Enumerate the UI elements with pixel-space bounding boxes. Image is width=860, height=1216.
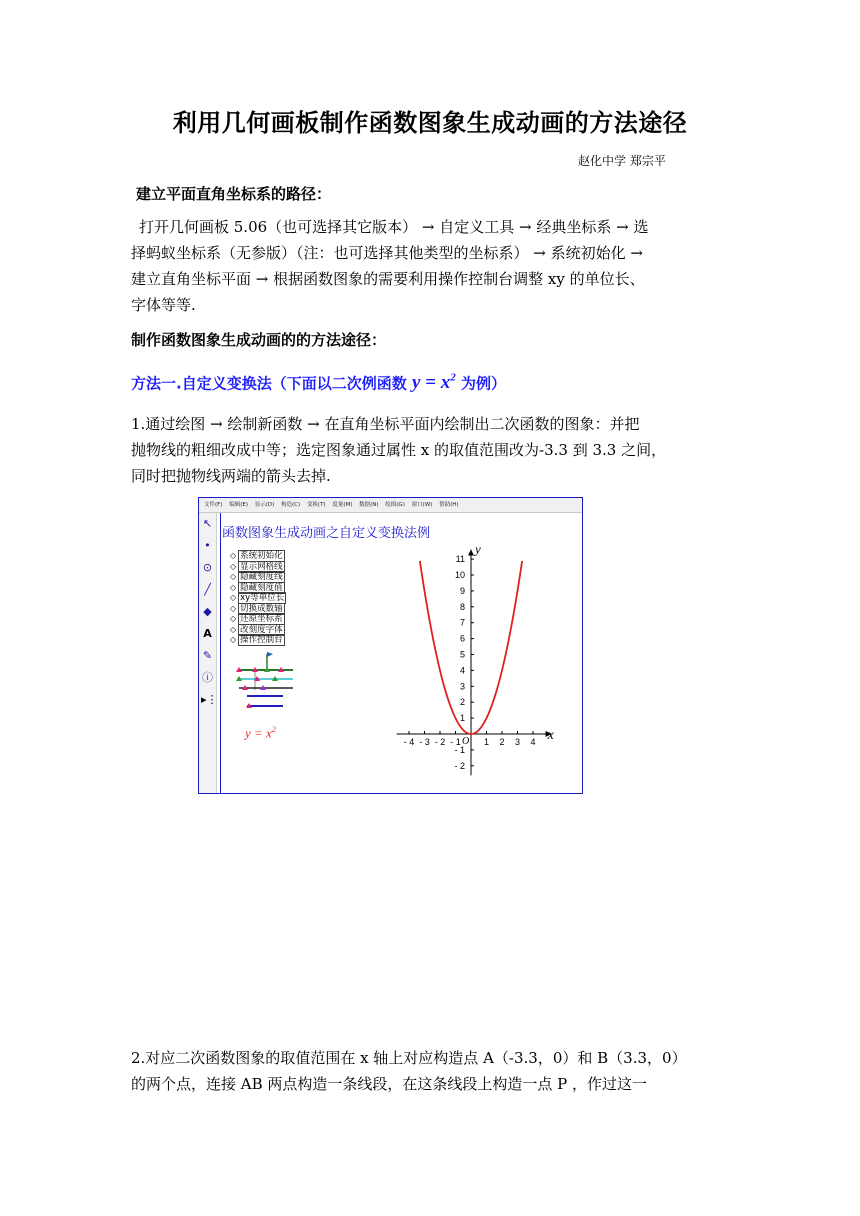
menu-edit[interactable]: 编辑(E) <box>229 502 248 508</box>
step2-line2: 的两个点，连接 AB 两点构造一条线段，在这条线段上构造一点 P ，作过这一 <box>131 1075 648 1093</box>
y-tick-label: 11 <box>455 554 465 565</box>
slider-control-widget[interactable] <box>235 648 297 720</box>
ctrl-button-number-line[interactable]: ◇ 切换成数轴 <box>230 603 283 614</box>
method-one-heading <box>131 372 506 394</box>
y-tick-label: - 1 <box>454 744 465 755</box>
step1-line2: 抛物线的粗细改成中等；选定图象通过属性 x 的取值范围改为-3.3 到 3.3 之间， <box>131 441 667 459</box>
ctrl-button-init[interactable]: ◇ 系统初始化 <box>230 551 283 561</box>
marker-tool-icon[interactable]: ✎ <box>202 649 213 662</box>
y-axis-label: y <box>475 541 481 557</box>
menu-display[interactable]: 显示(D) <box>254 502 275 508</box>
step1-line3: 同时把抛物线两端的箭头去掉. <box>131 467 331 485</box>
y-tick-label: 9 <box>459 585 465 596</box>
para1-line3: 建立直角坐标平面 → 根据函数图象的需要利用操作控制台调整 xy 的单位长、 <box>131 270 645 288</box>
y-tick-label: 8 <box>459 601 465 612</box>
menu-help[interactable]: 帮助(H) <box>439 502 459 508</box>
polygon-tool-icon[interactable]: ◆ <box>203 605 212 618</box>
x-tick-label: 4 <box>530 737 536 747</box>
paragraph-step1 <box>131 411 731 489</box>
origin-label: O <box>462 736 470 747</box>
y-tick-label: 6 <box>459 633 465 644</box>
paragraph-step2 <box>131 1045 731 1097</box>
y-tick-label: - 2 <box>454 760 465 771</box>
arrow-tool-icon[interactable]: ↖ <box>202 517 213 530</box>
author-line: 赵化中学 郑宗平 <box>578 154 666 168</box>
menu-number[interactable]: 数据(N) <box>359 502 379 508</box>
equation-label: $y = x^2$ <box>245 725 276 741</box>
method1-prefix: 方法一.自定义变换法（下面以二次例函数 <box>131 374 407 393</box>
step1-line1: 1.通过绘图 → 绘制新函数 → 在直角坐标平面内绘制出二次函数的图象：并把 <box>131 415 640 433</box>
x-tick-label: - 4 <box>403 737 415 747</box>
x-tick-label: 3 <box>514 737 521 747</box>
y-tick-label: 1 <box>459 713 465 724</box>
function-graph <box>389 538 569 783</box>
toolbar-divider <box>220 513 221 793</box>
para1-line4: 字体等等. <box>131 296 196 314</box>
ctrl-button-hide-ticks[interactable]: ◇ 隐藏刻度线 <box>230 572 283 582</box>
info-tool-icon[interactable]: ⓘ <box>202 671 213 684</box>
page-title: 利用几何画板制作函数图象生成动画的方法途径 <box>172 109 688 137</box>
ctrl-button-grid[interactable]: ◇ 显示网格线 <box>230 561 283 572</box>
control-button-list <box>230 551 286 646</box>
menu-transform[interactable]: 变换(T) <box>306 502 326 508</box>
custom-tool-icon[interactable]: ▸⋮ <box>201 693 218 706</box>
ctrl-button-restore[interactable]: ◇ 还原坐标系 <box>230 614 283 624</box>
ctrl-button-tick-font[interactable]: ◇ 改刻度字体 <box>230 624 283 635</box>
y-tick-label: 10 <box>454 570 465 580</box>
y-tick-label: 5 <box>459 649 465 660</box>
point-tool-icon[interactable]: • <box>204 539 211 552</box>
menu-file[interactable]: 文件(F) <box>204 502 223 508</box>
menu-graph[interactable]: 绘图(G) <box>385 502 405 508</box>
x-tick-label: - 1 <box>450 737 461 747</box>
sketchpad-menubar <box>199 498 582 513</box>
sketch-title: 函数图象生成动画之自定义变换法例 <box>222 526 431 541</box>
ctrl-button-console[interactable]: ◇ 操作控制台 <box>230 635 283 645</box>
menu-construct[interactable]: 构造(C) <box>281 502 301 508</box>
y-tick-label: 4 <box>459 665 465 676</box>
sketchpad-screenshot <box>198 497 583 794</box>
menu-measure[interactable]: 度量(M) <box>332 502 353 508</box>
heading-animation-methods: 制作函数图象生成动画的的方法途径： <box>131 331 387 349</box>
paragraph-coordinate-steps <box>131 214 731 318</box>
method1-suffix: 为例） <box>460 374 506 393</box>
y-axis-arrow <box>468 550 474 556</box>
x-tick-label: 2 <box>499 737 505 747</box>
method1-equation: $y = x^2$ <box>411 372 456 394</box>
menu-window[interactable]: 窗口(W) <box>411 502 433 508</box>
sketchpad-toolbar <box>199 513 217 793</box>
y-tick-label: 2 <box>459 697 465 708</box>
compass-tool-icon[interactable]: ⊙ <box>202 561 213 574</box>
x-tick-label: - 2 <box>434 737 446 747</box>
ctrl-button-hide-values[interactable]: ◇ 隐藏刻度值 <box>230 582 283 593</box>
x-axis-label: x <box>547 728 554 743</box>
text-tool-icon[interactable]: A <box>203 627 212 640</box>
x-tick-label: 1 <box>483 737 490 747</box>
y-tick-label: 7 <box>459 617 465 628</box>
ctrl-button-equal-units[interactable]: ◇ xy等单位长 <box>230 593 285 603</box>
x-tick-label: - 3 <box>419 737 430 747</box>
para1-line1: 打开几何画板 5.06（也可选择其它版本） → 自定义工具 → 经典坐标系 → 选 <box>139 218 649 236</box>
heading-coordinate-path: 建立平面直角坐标系的路径： <box>136 185 332 203</box>
para1-line2: 择蚂蚁坐标系（无参版）（注：也可选择其他类型的坐标系） → 系统初始化 → <box>131 244 643 262</box>
line-tool-icon[interactable]: ╱ <box>204 583 211 596</box>
step2-line1: 2.对应二次函数图象的取值范围在 x 轴上对应构造点 A（-3.3，0）和 B（3.3，0） <box>131 1049 687 1067</box>
y-tick-label: 3 <box>459 681 465 692</box>
